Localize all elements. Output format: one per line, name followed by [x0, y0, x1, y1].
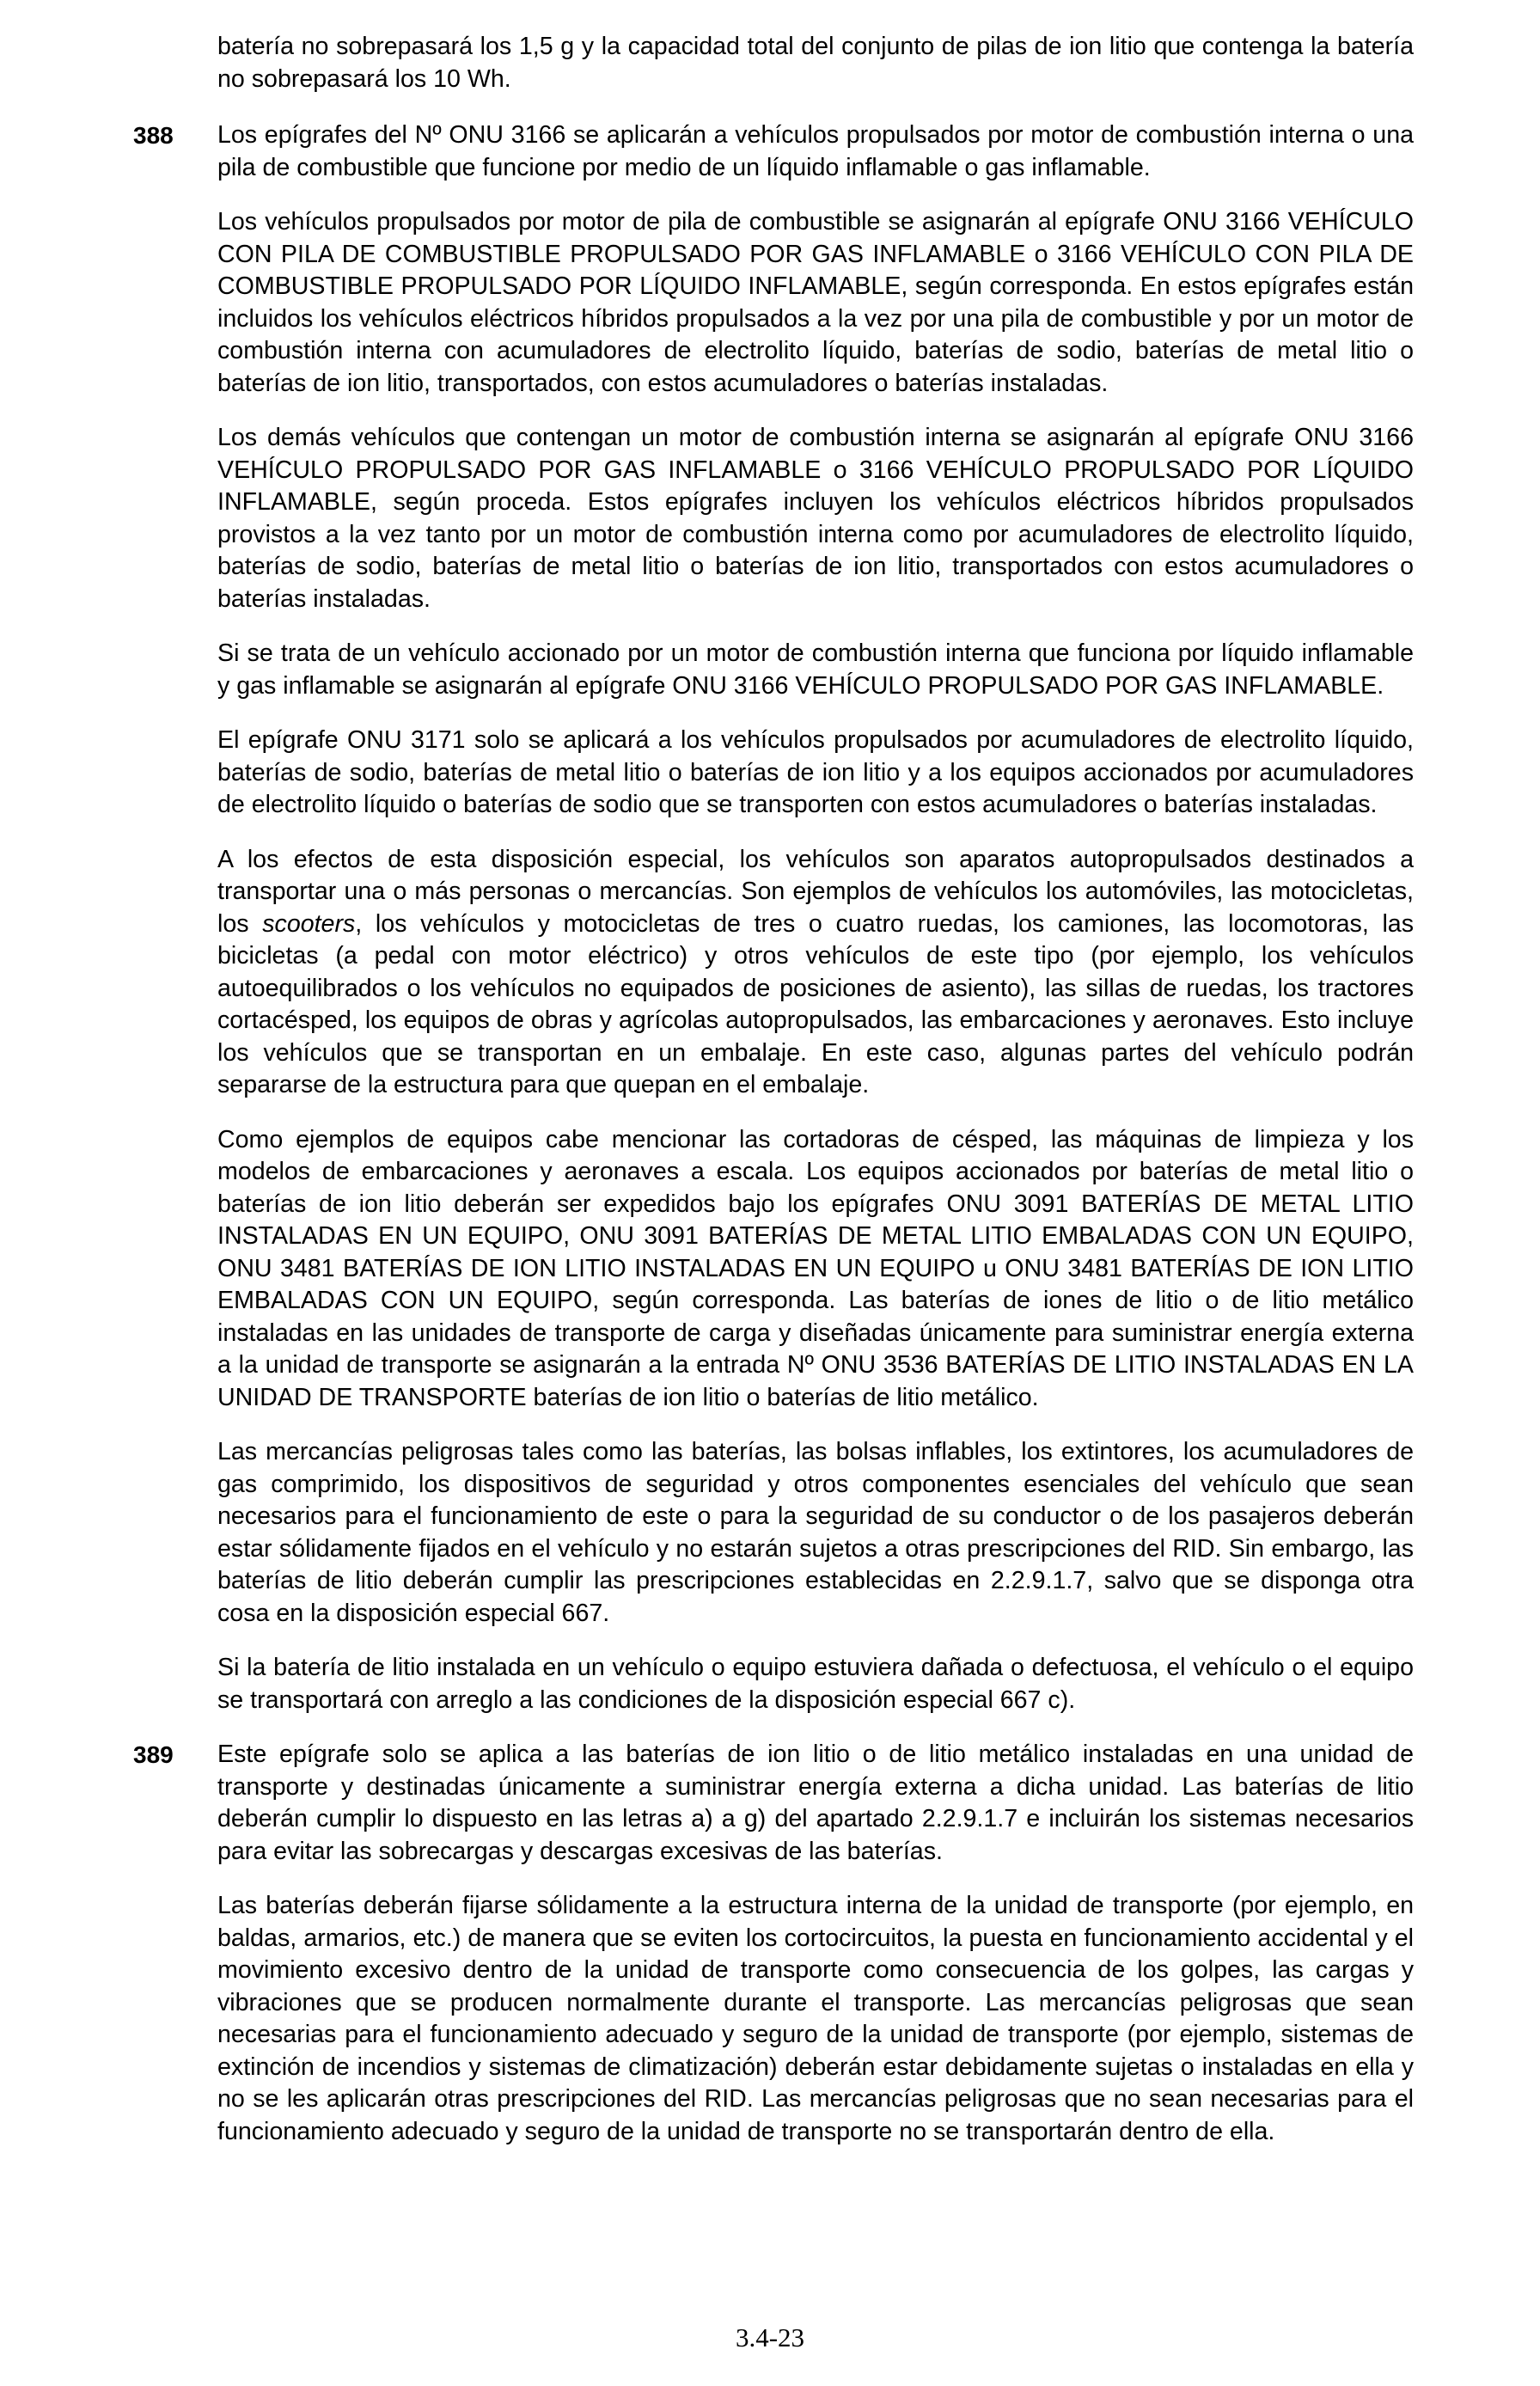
page-body [133, 31, 1414, 2170]
provision-number: 388 [133, 122, 174, 149]
paragraph: Si la batería de litio instalada en un vehículo o equipo estuviera dañada o defectuosa, el vehículo o el equipo se transportará con arreglo a las condiciones de la disposición especial 667 c). [217, 1654, 1414, 1714]
paragraph: Las baterías deberán fijarse sólidamente a la estructura interna de la unidad de transporte (por ejemplo, en baldas, armarios, etc.) de manera que se eviten los cortocircuitos, la puesta en funcionamiento accidental y el movimiento excesivo dentro de la unidad de transporte como consecuencia de los golpes, las cargas y vibraciones que se producen normalmente durante el transporte. Las mercancías peligrosas que sean necesarias para el funcionamiento adecuado y seguro de la unidad de transporte (por ejemplo, sistemas de extinción de incendios y sistemas de climatización) deberán estar debidamente sujetas o instaladas en ella y no se les aplicarán otras prescripciones del RID. Las mercancías peligrosas que no sean necesarias para el funcionamiento adecuado y seguro de la unidad de transporte no se transportarán dentro de ella. [217, 1892, 1414, 2145]
text-run: , los vehículos y motocicletas de tres o cuatro ruedas, los camiones, las locomotoras, las bicicletas (a pedal con motor eléctrico) y otros vehículos de este tipo (por ejemplo, los vehículos autoequilibrados o los vehículos no equipados de posiciones de asiento), las sillas de ruedas, los tractores cortacésped, los equipos de obras y agrícolas autopropulsados, las embarcaciones y aeronaves. Esto incluye los vehículos que se transportan en un embalaje. En este caso, algunas partes del vehículo podrán separarse de la estructura para que quepan en el embalaje. [217, 909, 1414, 1098]
paragraph: Las mercancías peligrosas tales como las baterías, las bolsas inflables, los extintores, los acumuladores de gas comprimido, los dispositivos de seguridad y otros componentes esenciales del vehículo que sean necesarios para el funcionamiento de este o para la seguridad de su conductor o de los pasajeros deberán estar sólidamente fijados en el vehículo y no estarán sujetos a otras prescripciones del RID. Sin embargo, las baterías de litio deberán cumplir las prescripciones establecidas en 2.2.9.1.7, salvo que se disponga otra cosa en la disposición especial 667. [217, 1438, 1414, 1627]
paragraph: El epígrafe ONU 3171 solo se aplicará a los vehículos propulsados por acumuladores de electrolito líquido, baterías de sodio, baterías de metal litio o baterías de ion litio y a los equipos accionados por acumuladores de electrolito líquido o baterías de sodio que se transporten con estos acumuladores o baterías instaladas. [217, 726, 1414, 818]
continuation-block [133, 31, 1414, 95]
special-provision-389 [133, 1739, 1414, 2148]
text-run: A los efectos de esta disposición especial, los vehículos son aparatos autopropulsados destinados a transportar una o más personas o mercancías. Son ejemplos de vehículos los automóviles, las motocicletas, los [217, 845, 1414, 938]
paragraph: Los vehículos propulsados por motor de pila de combustible se asignarán al epígrafe ONU 3166 VEHÍCULO CON PILA DE COMBUSTIBLE PROPULSADO POR GAS INFLAMABLE o 3166 VEHÍCULO CON PILA DE COMBUSTIBLE PROPULSADO POR LÍQUIDO INFLAMABLE, según corresponda. En estos epígrafes están incluidos los vehículos eléctricos híbridos propulsados a la vez por una pila de combustible y por un motor de combustión interna con acumuladores de electrolito líquido, baterías de sodio, baterías de metal litio o baterías de ion litio, transportados, con estos acumuladores o baterías instaladas. [217, 208, 1414, 397]
special-provision-388 [133, 119, 1414, 1716]
page-number: 3.4-23 [735, 2322, 805, 2352]
provision-number: 389 [133, 1741, 174, 1768]
paragraph: Si se trata de un vehículo accionado por un motor de combustión interna que funciona por líquido inflamable y gas inflamable se asignarán al epígrafe ONU 3166 VEHÍCULO PROPULSADO POR GAS INFLAMABLE. [217, 639, 1414, 700]
paragraph: Los demás vehículos que contengan un motor de combustión interna se asignarán al epígrafe ONU 3166 VEHÍCULO PROPULSADO POR GAS INFLAMABLE o 3166 VEHÍCULO PROPULSADO POR LÍQUIDO INFLAMABLE, según proceda. Estos epígrafes incluyen los vehículos eléctricos híbridos propulsados provistos a la vez tanto por un motor de combustión interna como por acumuladores de electrolito líquido, baterías de sodio, baterías de metal litio o baterías de ion litio, transportados con estos acumuladores o baterías instaladas. [217, 424, 1414, 613]
continuation-paragraph: batería no sobrepasará los 1,5 g y la capacidad total del conjunto de pilas de ion litio que contenga la batería no sobrepasará los 10 Wh. [217, 33, 1414, 93]
paragraph: Este epígrafe solo se aplica a las baterías de ion litio o de litio metálico instaladas en una unidad de transporte y destinadas únicamente a suministrar energía externa a dicha unidad. Las baterías de litio deberán cumplir lo dispuesto en las letras a) a g) del apartado 2.2.9.1.7 e incluirán los sistemas necesarios para evitar las sobrecargas y descargas excesivas de las baterías. [217, 1741, 1414, 1865]
paragraph: Como ejemplos de equipos cabe mencionar las cortadoras de césped, las máquinas de limpieza y los modelos de embarcaciones y aeronaves a escala. Los equipos accionados por baterías de metal litio o baterías de ion litio deberán ser expedidos bajo los epígrafes ONU 3091 BATERÍAS DE METAL LITIO INSTALADAS EN UN EQUIPO, ONU 3091 BATERÍAS DE METAL LITIO EMBALADAS CON UN EQUIPO, ONU 3481 BATERÍAS DE ION LITIO INSTALADAS EN UN EQUIPO u ONU 3481 BATERÍAS DE ION LITIO EMBALADAS CON UN EQUIPO, según corresponda. Las baterías de iones de litio o de litio metálico instaladas en las unidades de transporte de carga y diseñadas únicamente para suministrar energía externa a la unidad de transporte se asignarán a la entrada Nº ONU 3536 BATERÍAS DE LITIO INSTALADAS EN LA UNIDAD DE TRANSPORTE baterías de ion litio o baterías de litio metálico. [217, 1125, 1414, 1411]
paragraph: Los epígrafes del Nº ONU 3166 se aplicarán a vehículos propulsados por motor de combustión interna o una pila de combustible que funcione por medio de un líquido inflamable o gas inflamable. [217, 121, 1414, 181]
vehicles-definition-paragraph [217, 844, 1414, 1102]
italic-term: scooters [262, 909, 356, 938]
